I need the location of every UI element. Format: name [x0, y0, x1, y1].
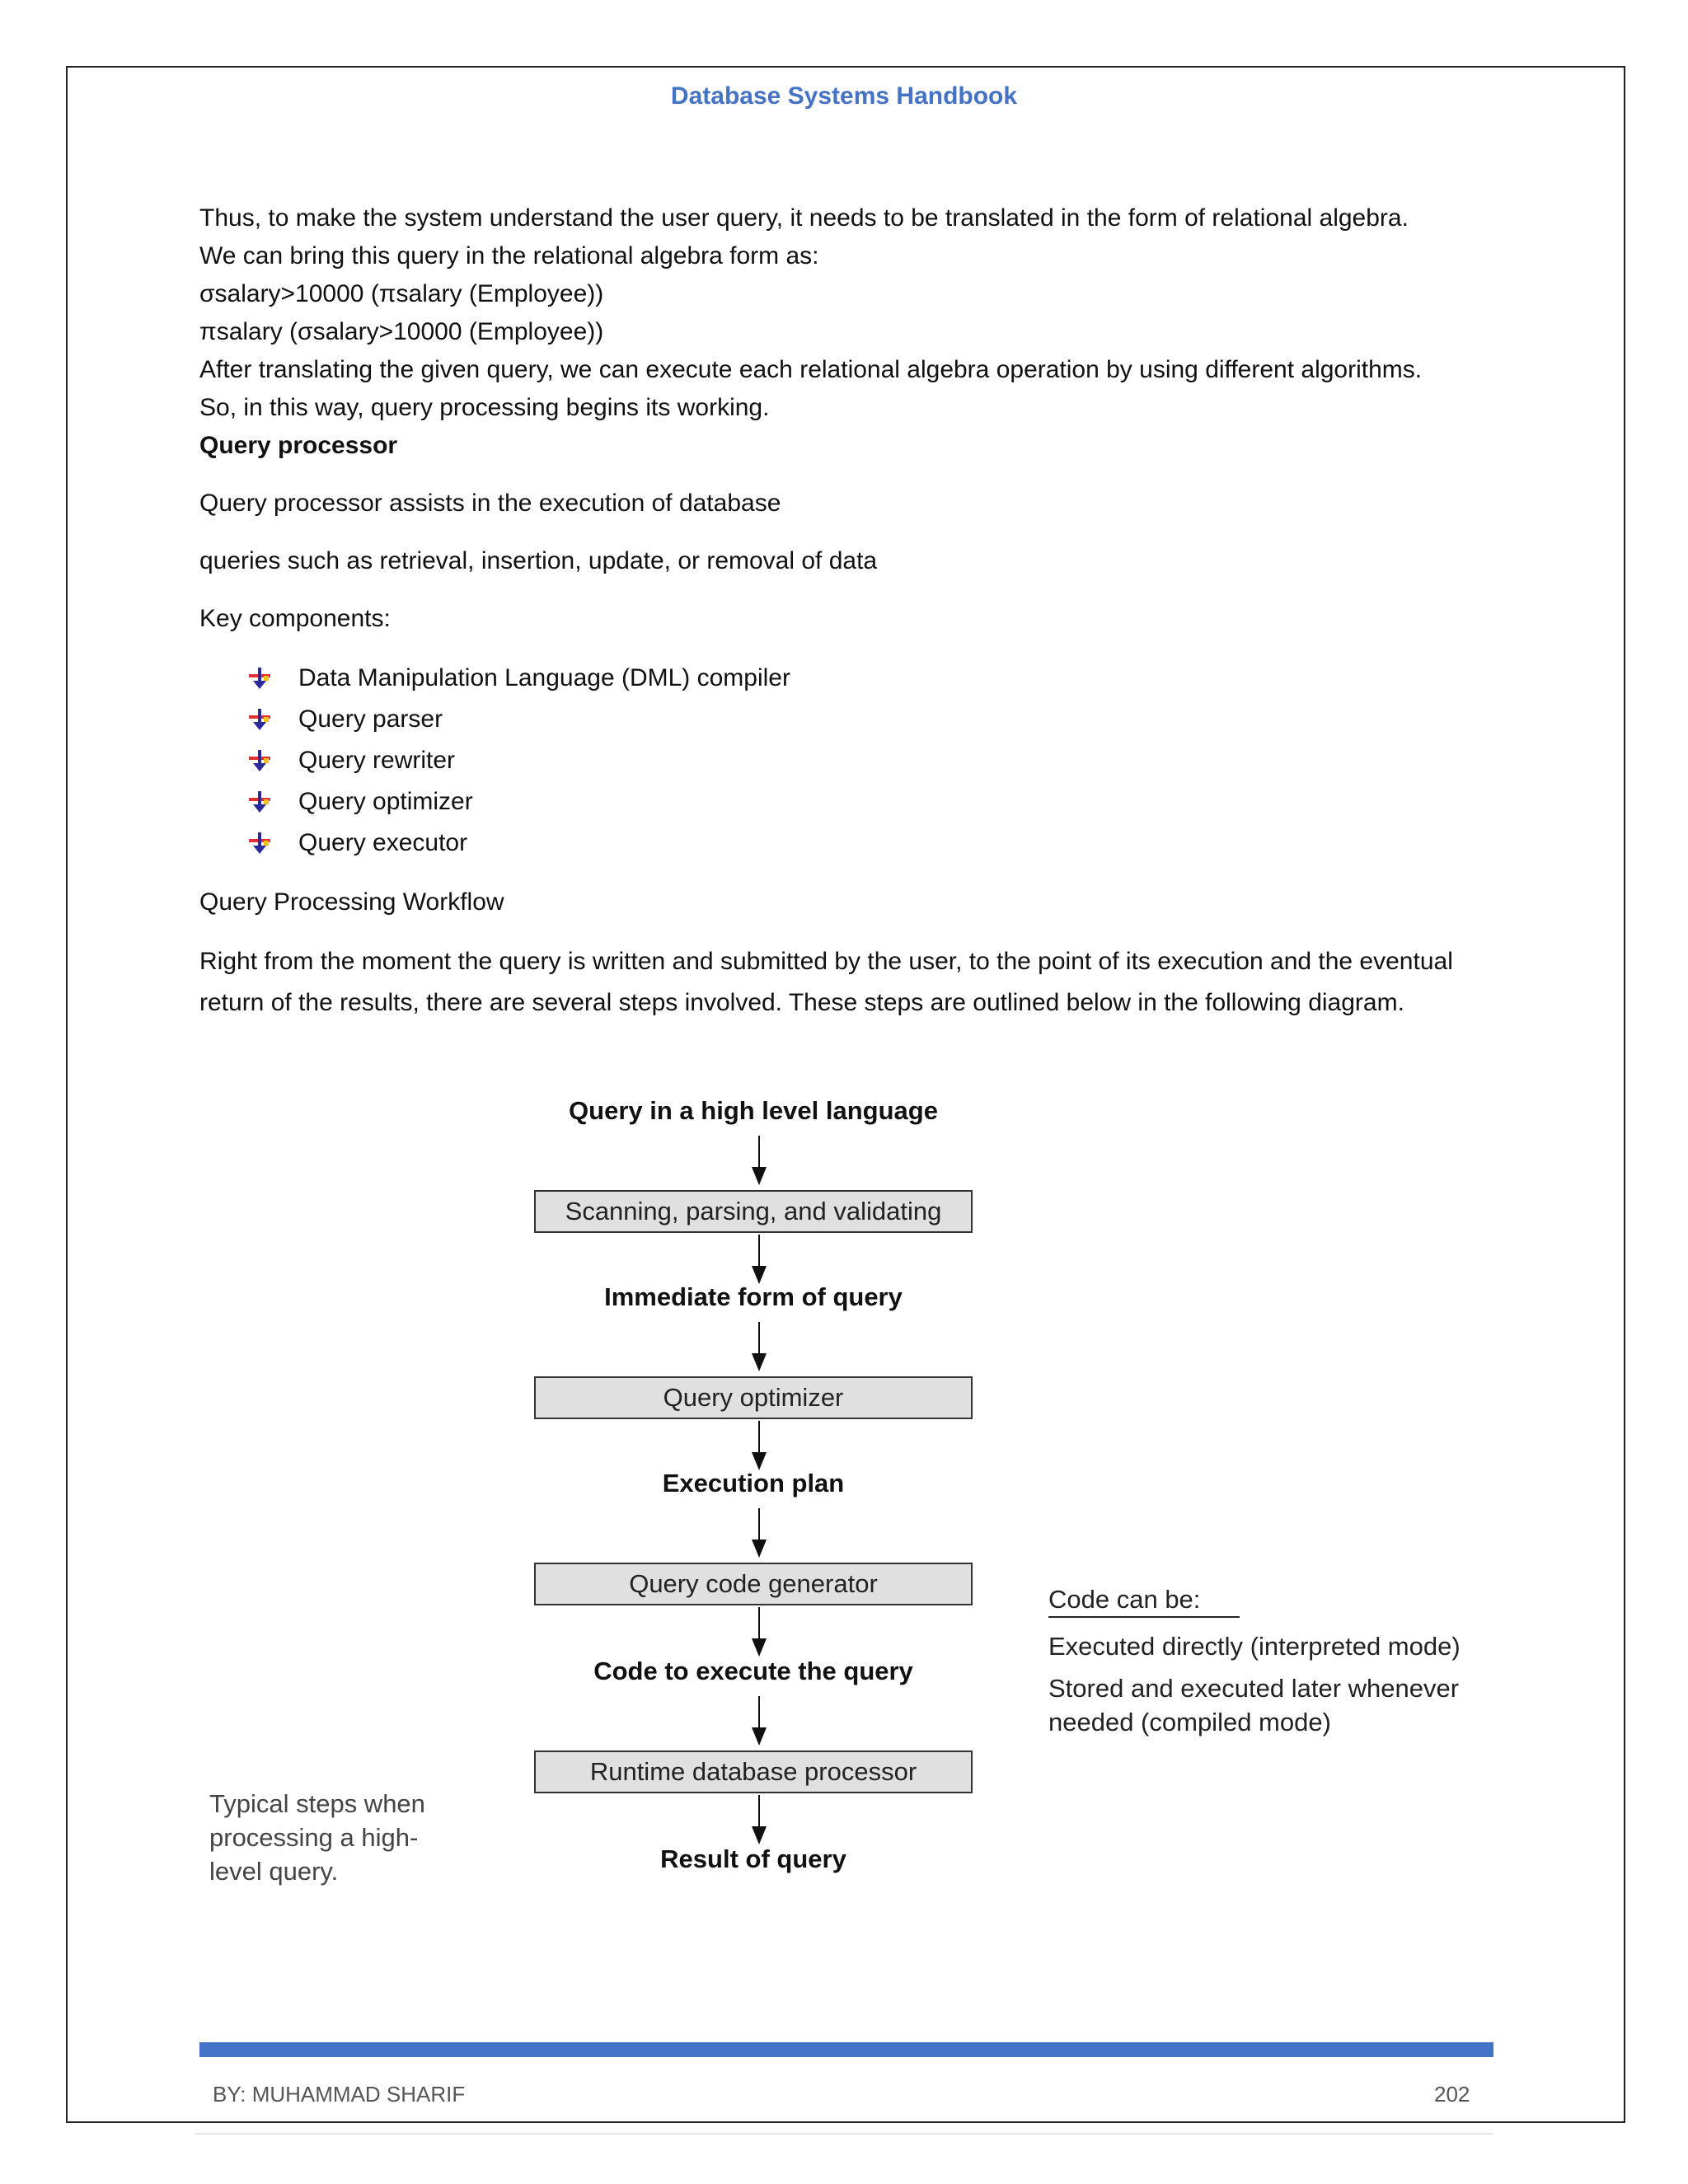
- footer-author: BY: MUHAMMAD SHARIF: [213, 2082, 466, 2107]
- side-note-line: Executed directly (interpreted mode): [1048, 1632, 1461, 1661]
- intro-line: Thus, to make the system understand the user query, it needs to be translated in the form of relational algebra.: [199, 204, 1409, 232]
- footer-page-number: 202: [1434, 2082, 1470, 2107]
- diagram-arrow: [758, 1508, 760, 1554]
- diagram-stage-box: Runtime database processor: [534, 1750, 973, 1793]
- workflow-paragraph: Right from the moment the query is written and submitted by the user, to the point of its execution and the eventual return of the results, there are several steps involved. These steps are outlined below in the following diagram.: [199, 948, 1453, 1016]
- component-label: Query executor: [298, 829, 468, 856]
- diagram-stage-label: Result of query: [660, 1844, 846, 1873]
- section-heading: Query processor: [199, 432, 398, 459]
- diagram-stage-box: Scanning, parsing, and validating: [534, 1190, 973, 1233]
- diagram-stage-label: Code to execute the query: [593, 1657, 913, 1685]
- workflow-heading: Query Processing Workflow: [199, 888, 504, 916]
- caption-line: processing a high-: [209, 1823, 419, 1852]
- component-label: Query parser: [298, 705, 443, 733]
- caption-line: level query.: [209, 1857, 339, 1886]
- component-label: Query optimizer: [298, 788, 473, 815]
- processor-line: Query processor assists in the execution of database: [199, 490, 781, 517]
- diagram-arrow: [758, 1136, 760, 1182]
- diagram-arrow: [758, 1607, 760, 1653]
- intro-line: We can bring this query in the relational algebra form as:: [199, 242, 819, 269]
- processor-line: queries such as retrieval, insertion, update, or removal of data: [199, 547, 878, 574]
- component-label: Query rewriter: [298, 747, 456, 774]
- side-note-line: Stored and executed later whenever: [1048, 1674, 1460, 1703]
- diagram-arrow: [758, 1235, 760, 1281]
- diagram-arrow: [758, 1696, 760, 1742]
- diagram-arrow: [758, 1795, 760, 1841]
- intro-line: After translating the given query, we can execute each relational algebra operation by using different algorithms.: [199, 356, 1423, 383]
- component-label: Data Manipulation Language (DML) compiler: [298, 664, 790, 691]
- algebra-expression: σsalary>10000 (πsalary (Employee)): [199, 280, 604, 307]
- diagram-stage-label: Query in a high level language: [569, 1096, 938, 1125]
- diagram-caption: [209, 1787, 425, 1888]
- diagram-stage-box: Query code generator: [534, 1563, 973, 1605]
- diagram-stage-label: Immediate form of query: [604, 1282, 903, 1311]
- side-note: [1048, 1582, 1461, 1739]
- diagram-arrow: [758, 1421, 760, 1467]
- key-components-label: Key components:: [199, 605, 391, 632]
- caption-line: Typical steps when: [209, 1789, 425, 1818]
- algebra-expression: πsalary (σsalary>10000 (Employee)): [199, 318, 604, 345]
- footer-divider: [195, 2133, 1493, 2135]
- diagram-stage-box: Query optimizer: [534, 1376, 973, 1419]
- side-note-line: needed (compiled mode): [1048, 1708, 1331, 1736]
- diagram-stage-label: Execution plan: [662, 1469, 845, 1497]
- header-title: Database Systems Handbook: [670, 82, 1018, 110]
- footer-bar: [199, 2042, 1493, 2057]
- side-note-title: Code can be:: [1048, 1582, 1240, 1618]
- intro-line: So, in this way, query processing begins its working.: [199, 394, 770, 421]
- diagram-arrow: [758, 1322, 760, 1368]
